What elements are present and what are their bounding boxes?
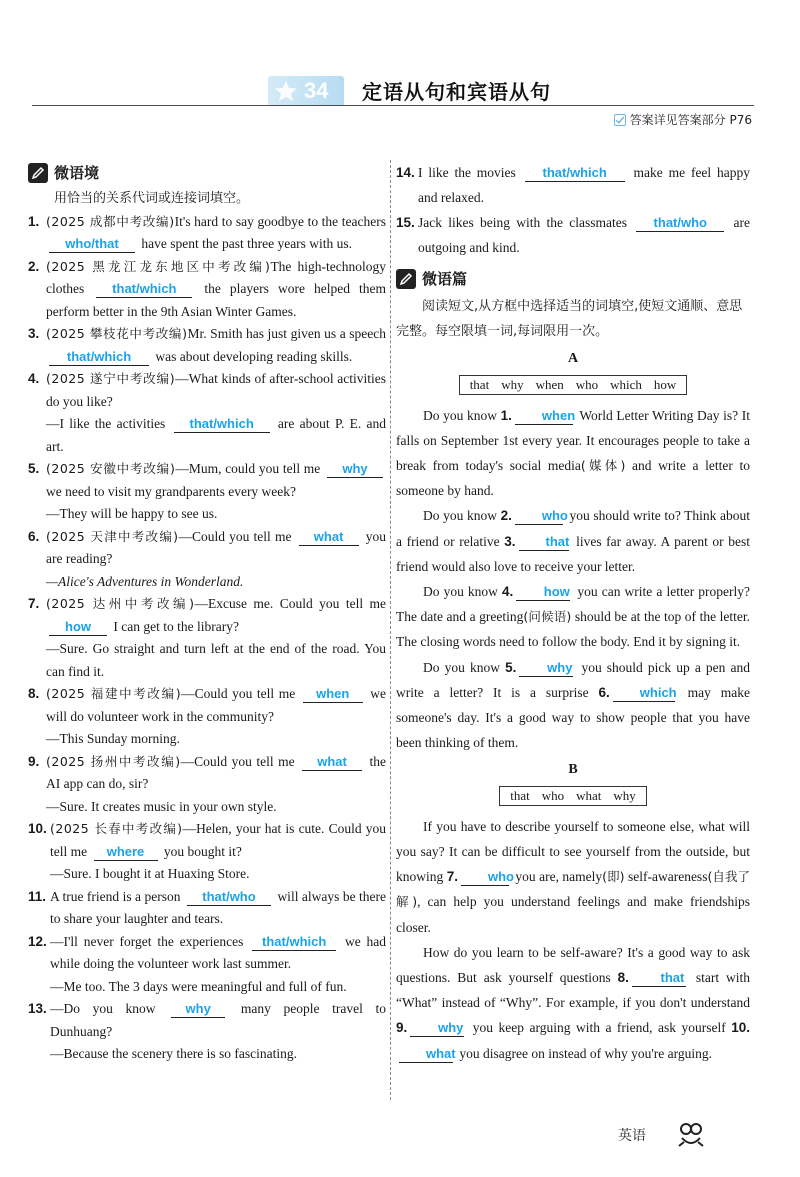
answer-blank[interactable]: that/which: [525, 165, 625, 182]
answer-blank[interactable]: that/who: [187, 889, 271, 906]
question: 9. (2025 扬州中考改编)—Could you tell me what the AI app can do, sir? —Sure. It creates music in your own style.: [28, 753, 386, 814]
page-title: 定语从句和宾语从句: [362, 80, 551, 104]
lesson-badge: [268, 76, 344, 106]
answer-blank[interactable]: how: [516, 584, 570, 601]
answer-blank[interactable]: who: [515, 508, 563, 525]
answer-blank[interactable]: that/which: [174, 416, 270, 433]
paragraph: How do you learn to be self-aware? It's a good way to ask questions. But ask yourself questions 8. that start with “What” instead of “Why”. For example, if you don't understand 9. why you keep arguing with a friend, ask yourself 10.what you disagree on instead of why you're arguing.: [396, 944, 751, 1061]
answer-blank[interactable]: that/which: [252, 934, 336, 951]
question: 4. (2025 遂宁中考改编)—What kinds of after-school activities do you like? —I like the activities that/which are about P. E. and art.: [28, 371, 387, 454]
answer-reference-text: 答案详见答案部分 P76: [629, 113, 752, 127]
question: 14. I like the movies that/which make me feel happy and relaxed.: [396, 165, 751, 205]
pencil-icon: [28, 163, 48, 183]
answer-blank[interactable]: that: [519, 534, 569, 551]
question: 1. (2025 成都中考改编)It's hard to say goodbye to the teachers who/that have spent the past three years with us.: [28, 213, 386, 251]
word-box: that who what why: [499, 786, 647, 806]
left-column: [28, 160, 386, 1066]
lesson-number: 34: [304, 78, 329, 103]
paragraph: Do you know 2. who you should write to? Think about a friend or relative 3. that lives far away. A parent or best friend would also love to receive your letter.: [396, 508, 751, 574]
question: 13. —Do you know why many people travel to Dunhuang? —Because the scenery there is so fascinating.: [28, 1001, 387, 1061]
header-rule: [32, 105, 754, 106]
answer-blank[interactable]: that: [632, 970, 686, 987]
answer-blank[interactable]: when: [303, 686, 363, 703]
question: 15. Jack likes being with the classmates that/who are outgoing and kind.: [396, 215, 751, 255]
answer-blank[interactable]: where: [94, 844, 158, 861]
answer-reference: [614, 111, 752, 128]
column-divider: [390, 160, 391, 1100]
pencil-icon: [396, 269, 416, 289]
answer-blank[interactable]: what: [299, 529, 359, 546]
paragraph: Do you know 1. when World Letter Writing Day is? It falls on September 1st every year. It encourages people to take a break from today's social media(媒体) and write a letter to someone by hand.: [396, 407, 751, 499]
question: 2. (2025 黑龙江龙东地区中考改编)The high-technology clothes that/which the players wore helped them perform better in the 9th Asian Winter Games.: [28, 258, 387, 319]
question: 3. (2025 攀枝花中考改编)Mr. Smith has just given us a speech that/which was about developing reading skills.: [28, 326, 387, 364]
answer-blank[interactable]: why: [171, 1001, 225, 1018]
passage-label: A: [567, 351, 579, 366]
question: 12. —I'll never forget the experiences that/which we had while doing the volunteer work last summer. —Me too. The 3 days were meaningful and full of fun.: [28, 933, 387, 994]
question: 7. (2025 达州中考改编)—Excuse me. Could you tell me how I can get to the library? —Sure. Go straight and turn left at the end of the road. You can find it.: [28, 596, 386, 679]
question: 10. (2025 长春中考改编)—Helen, your hat is cute. Could you tell me where you bought it? —Sure. I bought it at Huaxing Store.: [28, 821, 387, 881]
answer-blank[interactable]: that/which: [49, 349, 149, 366]
answer-blank[interactable]: who: [461, 869, 509, 886]
answer-blank[interactable]: that/who: [636, 215, 724, 232]
instruction: 阅读短文,从方框中选择适当的词填空,使短文通顺、意思完整。每空限填一词,每词限用一次。: [396, 299, 743, 339]
section-header-micro-context: [28, 160, 386, 186]
section-header-micro-passage: [396, 266, 750, 292]
answer-blank[interactable]: which: [613, 685, 675, 702]
section-title: 微语篇: [422, 269, 468, 288]
answer-blank[interactable]: why: [327, 461, 383, 478]
question: 11. A true friend is a person that/who will always be there to share your laughter and tears.: [28, 888, 387, 926]
answer-blank[interactable]: why: [519, 660, 573, 677]
question: 8. (2025 福建中考改编)—Could you tell me when we will do volunteer work in the community? —This Sunday morning.: [28, 686, 386, 746]
section-title: 微语境: [54, 163, 100, 182]
answer-blank[interactable]: why: [410, 1020, 464, 1037]
instruction: 用恰当的关系代词或连接词填空。: [54, 191, 250, 206]
star-icon: [274, 80, 298, 102]
mascot-icon: [676, 1120, 706, 1150]
answer-blank[interactable]: what: [302, 754, 362, 771]
passage-label: B: [568, 762, 578, 778]
footer: [618, 1120, 706, 1150]
paragraph: If you have to describe yourself to someone else, what will you say? It can be difficult to see yourself from the outside, but knowing 7. who you are, namely(即) self-awareness(自我了解), can help you understand feelings and make friendships closer.: [396, 818, 751, 935]
question: 6. (2025 天津中考改编)—Could you tell me what you are reading? —Alice's Adventures in Wonderland.: [28, 528, 386, 589]
word-box: that why when who which how: [459, 375, 688, 395]
check-icon: [614, 114, 626, 126]
answer-blank[interactable]: when: [515, 408, 573, 425]
paragraph: Do you know 5. why you should pick up a pen and write a letter? It is a surprise 6. which may make someone's day. It's a good way to show people that you have been thinking of them.: [396, 659, 751, 751]
answer-blank[interactable]: that/which: [96, 281, 192, 298]
subject-label: 英语: [618, 1128, 646, 1144]
right-column: [396, 160, 750, 1066]
answer-blank[interactable]: how: [49, 619, 107, 636]
paragraph: Do you know 4. how you can write a letter properly? The date and a greeting(问候语) should be at the top of the letter. The closing words need to follow the body. End it by signing it.: [396, 583, 751, 650]
answer-blank[interactable]: who/that: [49, 236, 135, 253]
answer-blank[interactable]: what: [399, 1046, 453, 1063]
question: 5. (2025 安徽中考改编)—Mum, could you tell me why we need to visit my grandparents every week? —They will be happy to see us.: [28, 458, 386, 526]
